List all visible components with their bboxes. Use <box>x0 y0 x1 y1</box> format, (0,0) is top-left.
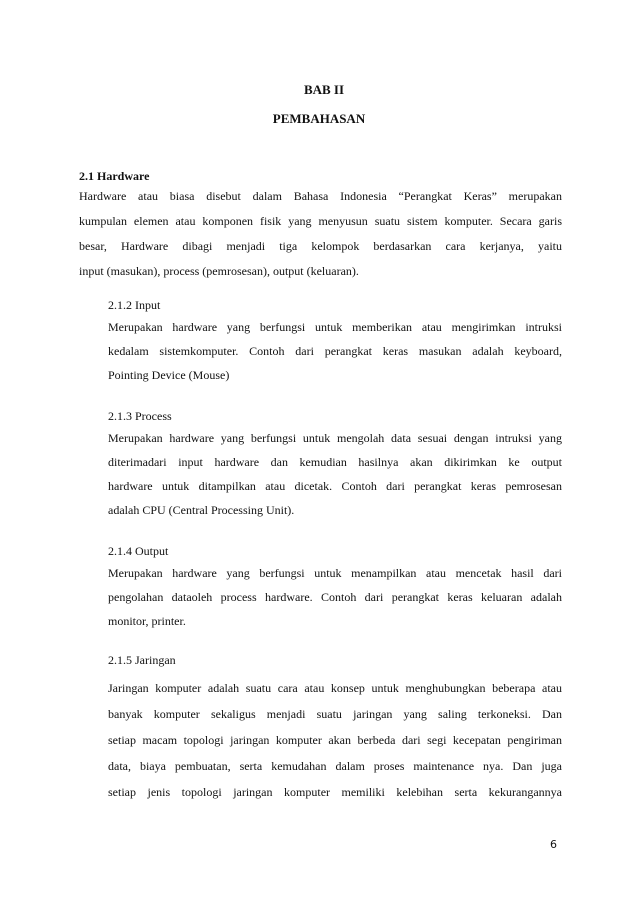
paragraph-line: Jaringan komputer adalah suatu cara atau konsep untuk menghubungkan beberapa atau <box>108 681 562 695</box>
paragraph-line: data, biaya pembuatan, serta kemudahan dalam proses maintenance nya. Dan juga <box>108 759 562 773</box>
page-number: 6 <box>550 838 557 851</box>
paragraph-line: input (masukan), process (pemrosesan), output (keluaran). <box>79 264 359 278</box>
paragraph-line: pengolahan dataoleh process hardware. Contoh dari perangkat keras keluaran adalah <box>108 590 562 604</box>
paragraph-line: adalah CPU (Central Processing Unit). <box>108 503 295 517</box>
paragraph-line: Merupakan hardware yang berfungsi untuk mengolah data sesuai dengan intruksi yang <box>108 431 562 445</box>
subsection-output <box>108 543 562 637</box>
paragraph-line: Merupakan hardware yang berfungsi untuk memberikan atau mengirimkan intruksi <box>108 320 562 334</box>
paragraph-line: besar, Hardware dibagi menjadi tiga kelompok berdasarkan cara kerjanya, yaitu <box>79 239 562 253</box>
section-heading-hardware: 2.1 Hardware <box>79 169 150 183</box>
subsection-heading: 2.1.5 Jaringan <box>108 653 176 667</box>
paragraph-line: setiap macam topologi jaringan komputer akan berbeda dari segi kecepatan pengiriman <box>108 733 562 747</box>
paragraph-line: setiap jenis topologi jaringan komputer memiliki kelebihan serta kekurangannya <box>108 785 562 799</box>
paragraph-line: kedalam sistemkomputer. Contoh dari perangkat keras masukan adalah keyboard, <box>108 344 562 358</box>
paragraph-line: Hardware atau biasa disebut dalam Bahasa Indonesia “Perangkat Keras” merupakan <box>79 189 562 203</box>
paragraph-line: Merupakan hardware yang berfungsi untuk menampilkan atau mencetak hasil dari <box>108 566 562 580</box>
paragraph-line: monitor, printer. <box>108 614 186 628</box>
subsection-heading: 2.1.3 Process <box>108 409 172 423</box>
paragraph-line: Pointing Device (Mouse) <box>108 368 230 382</box>
paragraph-line: kumpulan elemen atau komponen fisik yang menyusun suatu sistem komputer. Secara garis <box>79 214 562 228</box>
subsection-process <box>108 408 562 526</box>
paragraph-line: hardware untuk ditampilkan atau dicetak. Contoh dari perangkat keras pemrosesan <box>108 479 562 493</box>
chapter-subtitle: PEMBAHASAN <box>272 111 366 126</box>
paragraph-line: banyak komputer sekaligus menjadi suatu jaringan yang saling terkoneksi. Dan <box>108 707 562 721</box>
subsection-heading: 2.1.4 Output <box>108 544 169 558</box>
paragraph-line: diterimadari input hardware dan kemudian hasilnya akan dikirimkan ke output <box>108 455 562 469</box>
subsection-heading: 2.1.2 Input <box>108 298 161 312</box>
chapter-title: BAB II <box>303 82 345 97</box>
subsection-jaringan <box>108 652 562 810</box>
hardware-paragraph <box>79 188 562 288</box>
subsection-input <box>108 297 562 391</box>
